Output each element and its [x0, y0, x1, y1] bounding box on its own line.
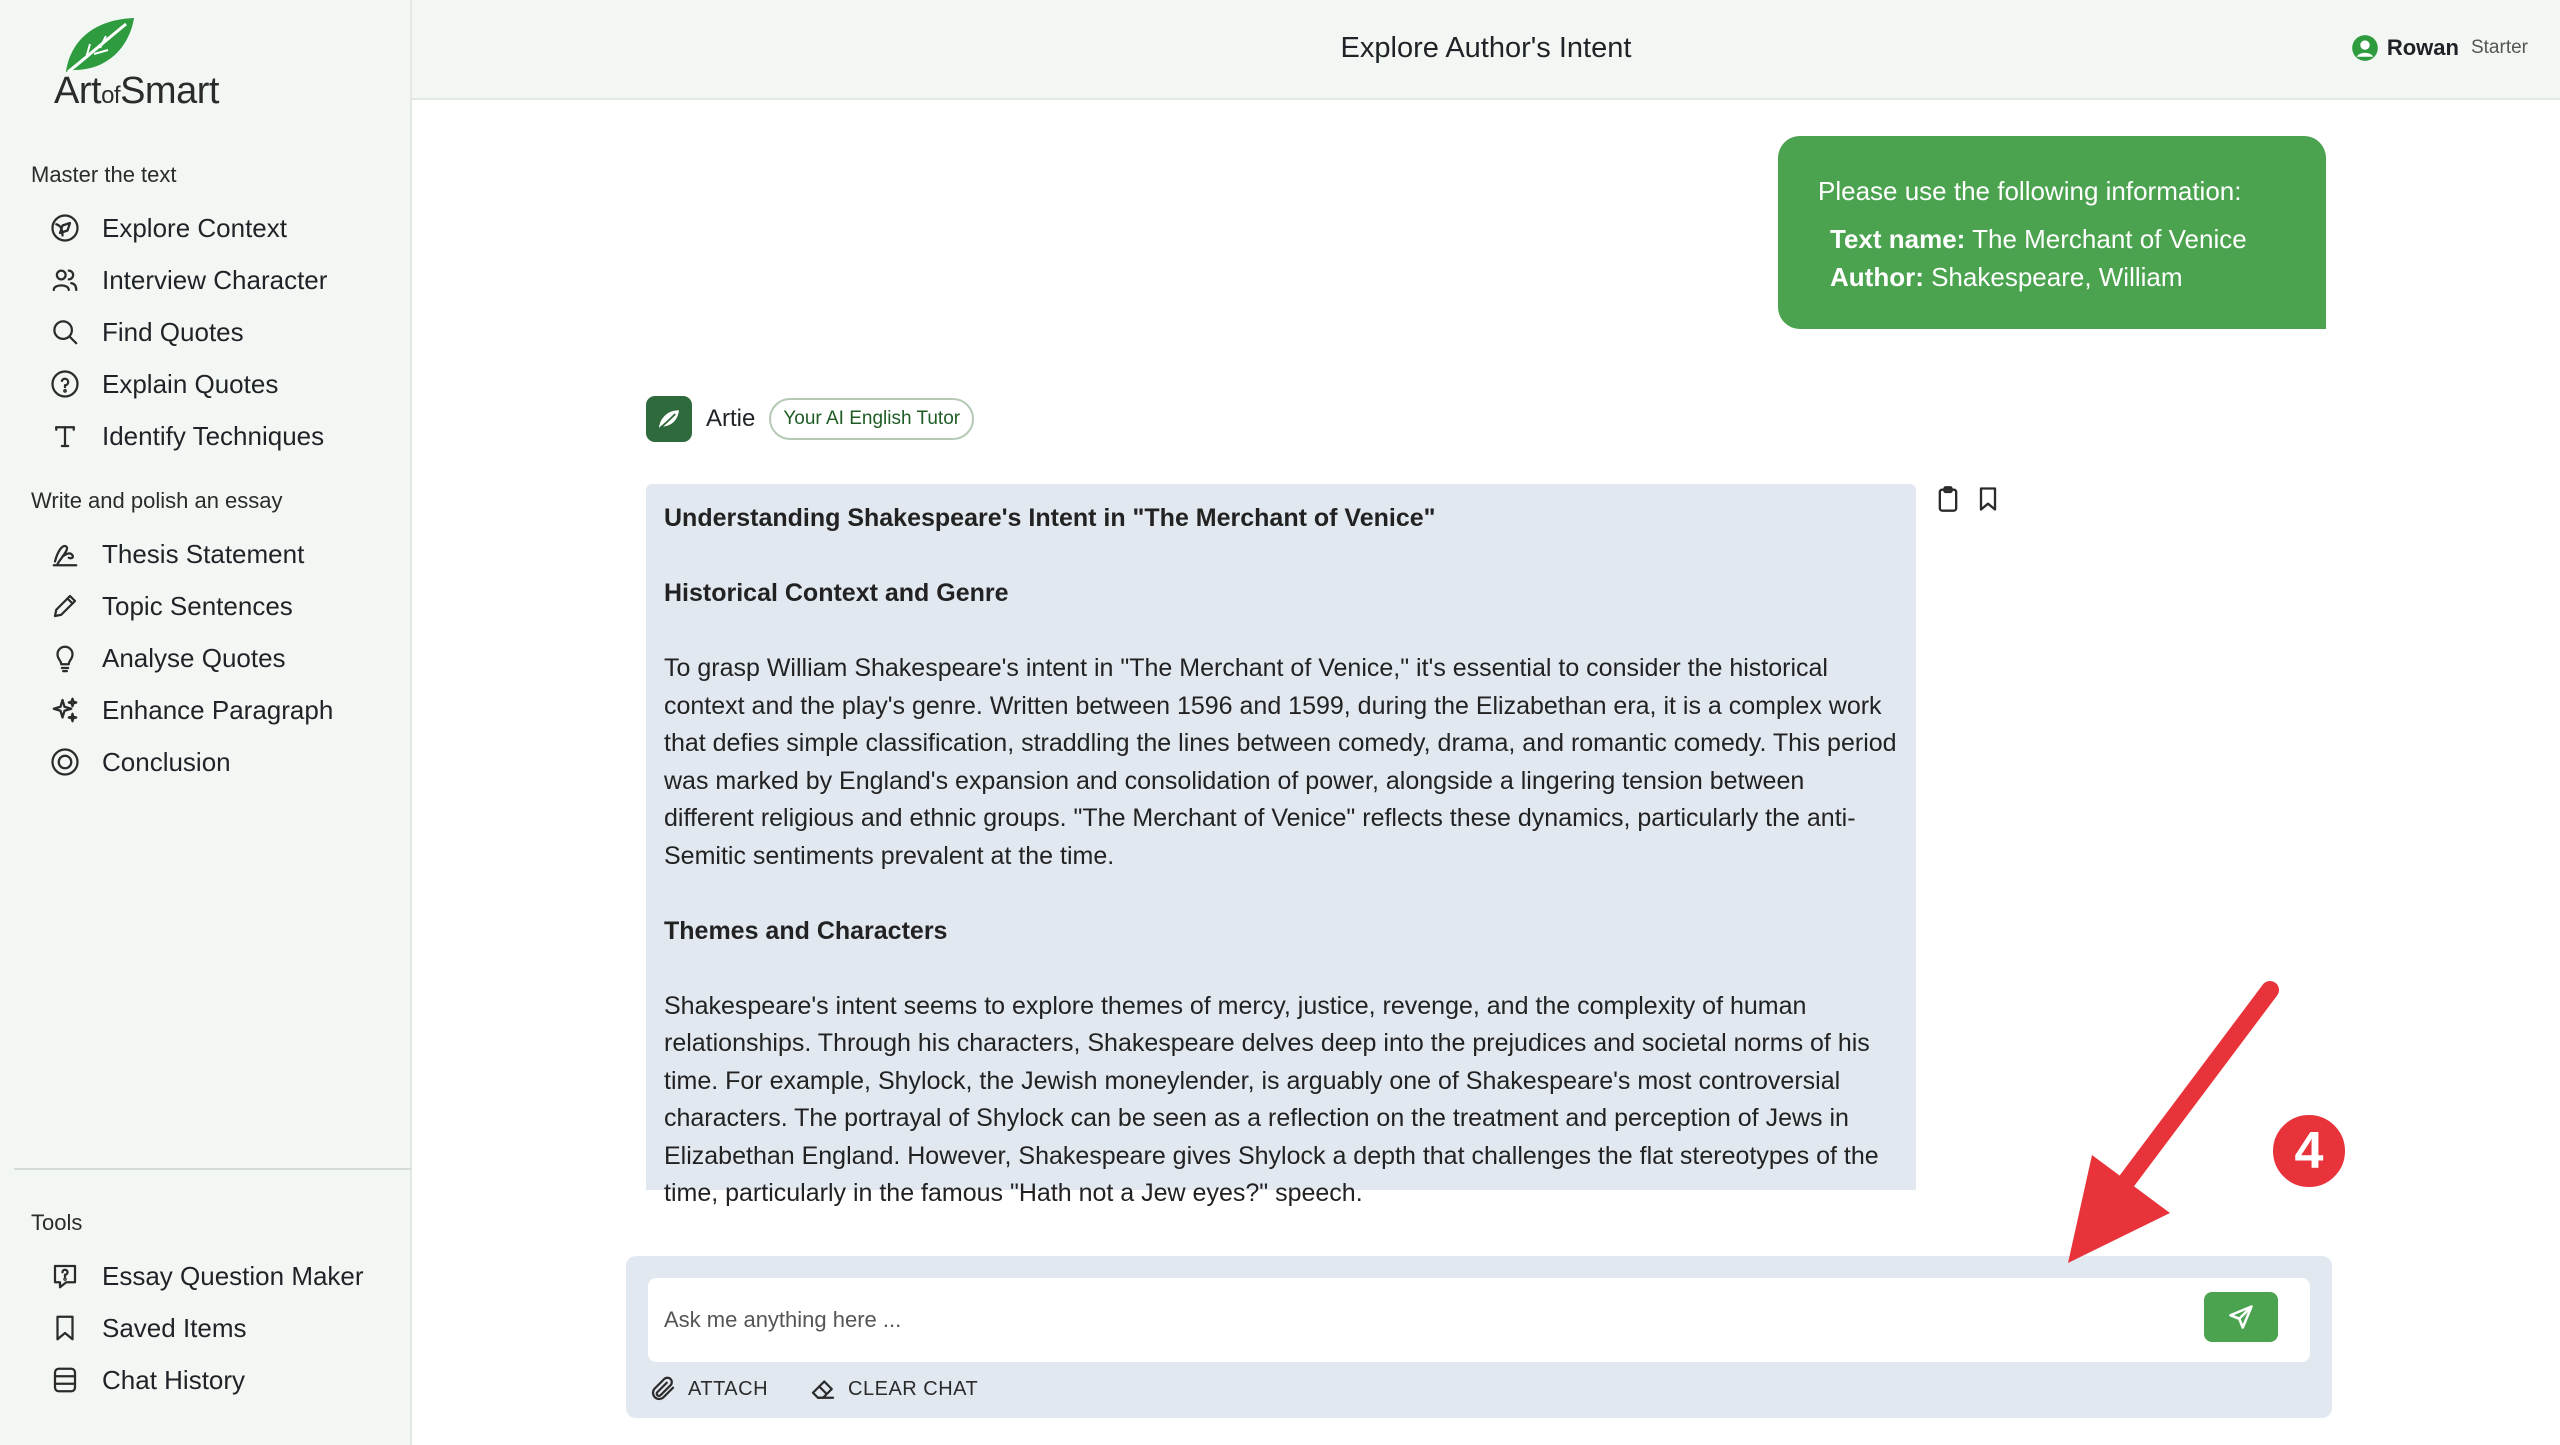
- chat-input[interactable]: [664, 1278, 2164, 1362]
- user-name: Rowan: [2386, 35, 2459, 60]
- sidebar-divider: [14, 1168, 412, 1170]
- sidebar-item-enhance-paragraph[interactable]: Enhance Paragraph: [48, 688, 333, 732]
- page-title: Explore Author's Intent: [1340, 32, 1632, 64]
- user-plan: Starter: [2470, 37, 2528, 58]
- sidebar-item-explain-quotes[interactable]: Explain Quotes: [48, 362, 278, 406]
- target-icon: [48, 745, 82, 779]
- lightbulb-icon: [48, 641, 82, 675]
- database-icon: [48, 1363, 82, 1397]
- sidebar-item-conclusion[interactable]: Conclusion: [48, 740, 231, 784]
- section-write-and-polish: Write and polish an essay: [31, 488, 283, 513]
- bot-name: Artie: [706, 405, 756, 432]
- user-menu[interactable]: [2351, 34, 2528, 62]
- attach-button[interactable]: ATTACH: [648, 1374, 768, 1404]
- sidebar: [0, 0, 412, 1445]
- pencil-icon: [48, 589, 82, 623]
- section-master-the-text: Master the text: [31, 162, 177, 187]
- author-row: Author: Shakespeare, William: [1830, 262, 2183, 292]
- step-number-badge: 4: [2270, 1112, 2348, 1190]
- clear-chat-button[interactable]: CLEAR CHAT: [808, 1374, 978, 1404]
- sidebar-item-chat-history[interactable]: Chat History: [48, 1358, 245, 1402]
- bookmark-save-icon[interactable]: [1974, 484, 2002, 514]
- user-message-bubble: [1778, 136, 2326, 329]
- sparkles-icon: [48, 693, 82, 727]
- message-tools: [1934, 484, 2002, 514]
- text-name-row: Text name: The Merchant of Venice: [1830, 224, 2247, 254]
- paperclip-icon: [648, 1374, 678, 1404]
- sidebar-item-saved-items[interactable]: Saved Items: [48, 1306, 247, 1350]
- eraser-icon: [808, 1374, 838, 1404]
- section-tools: Tools: [31, 1210, 83, 1235]
- bot-header: [646, 396, 974, 442]
- top-header: [412, 0, 2560, 100]
- bookmark-icon: [48, 1311, 82, 1345]
- composer-actions: [648, 1374, 1018, 1404]
- user-avatar-icon: [2351, 34, 2379, 62]
- art-of-smart-logo[interactable]: [50, 14, 250, 114]
- sidebar-item-analyse-quotes[interactable]: Analyse Quotes: [48, 636, 286, 680]
- sidebar-item-essay-question-maker[interactable]: Essay Question Maker: [48, 1254, 364, 1298]
- users-icon: [48, 263, 82, 297]
- bot-role-badge: Your AI English Tutor: [769, 398, 974, 440]
- leaf-logo-icon: [60, 14, 140, 78]
- bot-message-title: Understanding Shakespeare's Intent in "The Merchant of Venice": [664, 504, 1436, 532]
- sidebar-item-explore-context[interactable]: Explore Context: [48, 206, 287, 250]
- sidebar-item-identify-techniques[interactable]: Identify Techniques: [48, 414, 324, 458]
- type-icon: [48, 419, 82, 453]
- send-button[interactable]: [2204, 1292, 2278, 1342]
- sidebar-item-interview-character[interactable]: Interview Character: [48, 258, 327, 302]
- bot-paragraph: To grasp William Shakespeare's intent in "The Merchant of Venice," it's essential to consider the historical context and the play's genre. Written between 1596 and 1599, during the Elizabethan era, it is a complex work that defies simple classification, straddling the lines between comedy, drama, and romantic comedy. This period was marked by England's expansion and consolidation of power, alongside a lingering tension between different religious and ethnic groups. "The Merchant of Venice" reflects these dynamics, particularly the anti-Semitic sentiments prevalent at the time.: [664, 654, 1897, 870]
- message-question-icon: [48, 1259, 82, 1293]
- compass-icon: [48, 211, 82, 245]
- help-circle-icon: [48, 367, 82, 401]
- sidebar-item-topic-sentences[interactable]: Topic Sentences: [48, 584, 293, 628]
- sidebar-item-thesis-statement[interactable]: Thesis Statement: [48, 532, 304, 576]
- bot-message: [646, 484, 1916, 1207]
- chat-composer: [626, 1256, 2332, 1418]
- sidebar-item-find-quotes[interactable]: Find Quotes: [48, 310, 244, 354]
- bot-heading-themes: Themes and Characters: [664, 916, 948, 945]
- send-icon: [2227, 1303, 2255, 1331]
- copy-clipboard-icon[interactable]: [1934, 484, 1962, 514]
- chat-input-container: [648, 1278, 2310, 1362]
- bot-heading-historical-context: Historical Context and Genre: [664, 579, 1009, 607]
- logo-text: ArtofSmart: [54, 70, 219, 112]
- signature-icon: [48, 537, 82, 571]
- user-message-intro: Please use the following information:: [1818, 176, 2242, 206]
- bot-paragraph: Shakespeare's intent seems to explore themes of mercy, justice, revenge, and the complexity of human relationships. Through his characters, Shakespeare delves deep into the prejudices and societal norms of his time. For example, Shylock, the Jewish moneylender, is arguably one of Shakespeare's most controversial characters. The portrayal of Shylock can be seen as a reflection on the treatment and perception of Jews in Elizabethan England. However, Shakespeare gives Shylock a depth that challenges the flat stereotypes of the time, particularly in the famous "Hath not a Jew eyes?" speech.: [664, 991, 1879, 1207]
- search-icon: [48, 315, 82, 349]
- artie-avatar-icon: [646, 396, 692, 442]
